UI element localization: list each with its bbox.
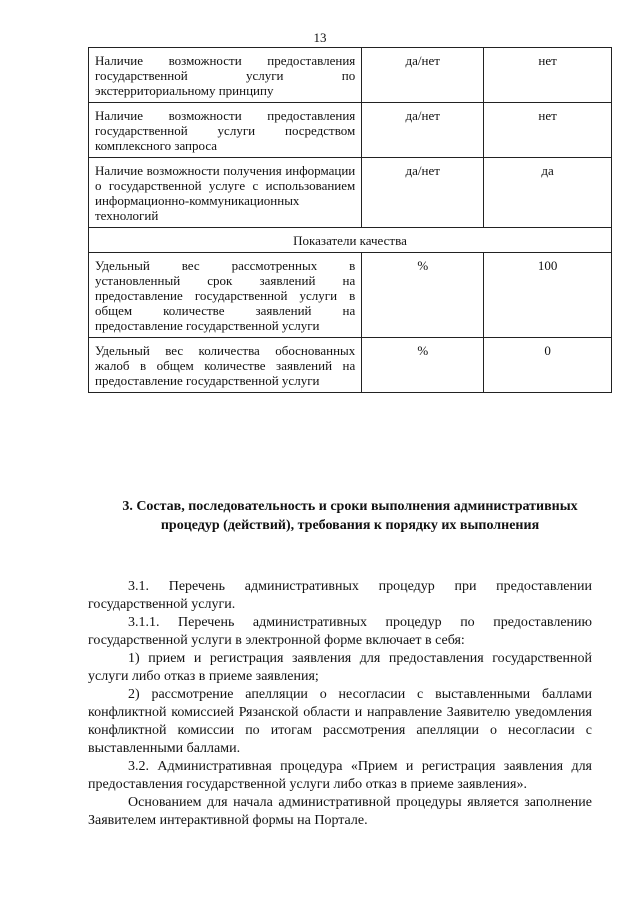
value-cell: 0 — [484, 338, 612, 393]
table-row — [89, 338, 612, 393]
table-section-row — [89, 228, 612, 253]
unit-cell: да/нет — [362, 103, 484, 158]
indicator-cell: Наличие возможности предоставления государственной услуги по экстерриториальному принципу — [89, 48, 362, 103]
list-item: 1) прием и регистрация заявления для предоставления государственной услуги либо отказ в приеме заявления; — [88, 651, 592, 684]
indicators-table — [88, 47, 612, 393]
table-row — [89, 158, 612, 228]
table-row — [89, 253, 612, 338]
page-number: 13 — [313, 30, 327, 45]
list-item: 2) рассмотрение апелляции о несогласии с выставленными баллами конфликтной комиссией Рязанской области и направление Заявителю уведомления конфликтной комиссии по итогам рассмотрения апелляции о несогласии с выставленными баллами. — [88, 687, 592, 756]
indicator-cell: Наличие возможности предоставления государственной услуги посредством комплексного запроса — [89, 103, 362, 158]
unit-cell: % — [362, 338, 484, 393]
value-cell: да — [484, 158, 612, 228]
paragraph: 3.1.1. Перечень административных процедур по предоставлению государственной услуги в электронной форме включает в себя: — [88, 615, 592, 648]
indicator-cell: Удельный вес количества обоснованных жалоб в общем количестве заявлений на предоставление государственной услуги — [89, 338, 362, 393]
paragraph: Основанием для начала административной процедуры является заполнение Заявителем интерактивной формы на Портале. — [88, 795, 592, 828]
section-title-cell: Показатели качества — [89, 228, 612, 253]
paragraph: 3.2. Административная процедура «Прием и регистрация заявления для предоставления государственной услуги либо отказ в приеме заявления». — [88, 759, 592, 792]
section-heading: 3. Состав, последовательность и сроки выполнения административных процедур (действий), требования к порядку их выполнения — [122, 499, 578, 533]
body-text — [88, 578, 592, 830]
unit-cell: % — [362, 253, 484, 338]
table-row — [89, 48, 612, 103]
paragraph: 3.1. Перечень административных процедур при предоставлении государственной услуги. — [88, 579, 592, 612]
value-cell: 100 — [484, 253, 612, 338]
unit-cell: да/нет — [362, 158, 484, 228]
value-cell: нет — [484, 48, 612, 103]
unit-cell: да/нет — [362, 48, 484, 103]
table-row — [89, 103, 612, 158]
indicator-cell: Удельный вес рассмотренных в установленный срок заявлений на предоставление государственной услуги в общем количестве заявлений на предоставление государственной услуги — [89, 253, 362, 338]
indicator-cell: Наличие возможности получения информации о государственной услуге с использованием информационно-коммуникационных технологий — [89, 158, 362, 228]
value-cell: нет — [484, 103, 612, 158]
